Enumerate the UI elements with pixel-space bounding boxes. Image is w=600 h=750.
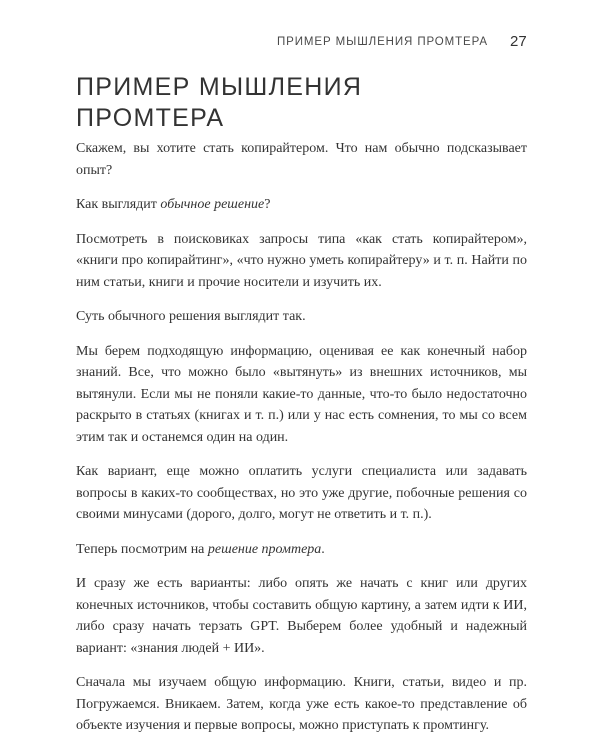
- paragraph-2-text: Как выглядит: [76, 197, 161, 212]
- paragraph-7: [76, 539, 527, 561]
- page-number: 27: [510, 33, 527, 50]
- paragraph-3: Посмотреть в поисковиках запросы типа «как стать копирайтером», «книги про копирайтинг», «что нужно уметь копирайтеру» и т. п. Найти по ним статьи, книги и прочие носители и изучить их.: [76, 231, 527, 290]
- chapter-title-line-2: ПРОМТЕРА: [76, 104, 225, 132]
- chapter-title: [76, 72, 476, 134]
- paragraph-8: И сразу же есть варианты: либо опять же начать с книг или других конечных источников, чтобы составить общую картину, а затем идти к ИИ, либо сразу начать терзать GPT. Выберем более удобный и надежный вариант: «знания людей + ИИ».: [76, 576, 527, 656]
- paragraph-7-text: Теперь посмотрим на: [76, 541, 208, 557]
- paragraph-1: Скажем, вы хотите стать копирайтером. Что нам обычно подсказывает опыт?: [76, 141, 527, 178]
- paragraph-4: Суть обычного решения выглядит так.: [76, 309, 306, 324]
- body-text: [76, 138, 527, 750]
- running-head: ПРИМЕР МЫШЛЕНИЯ ПРОМТЕРА: [277, 36, 488, 48]
- chapter-title-line-1: ПРИМЕР МЫШЛЕНИЯ: [76, 73, 363, 101]
- paragraph-2-end: ?: [264, 197, 271, 212]
- paragraph-6: Как вариант, еще можно оплатить услуги специалиста или задавать вопросы в каких-то сообществах, но это уже другие, побочные решения со своими минусами (дорого, долго, могут не ответить и т. п.).: [76, 464, 527, 522]
- paragraph-5: Мы берем подходящую информацию, оценивая ее как конечный набор знаний. Все, что можно было «вытянуть» из внешних источников, мы вытянули. Если мы не поняли какие-то данные, что-то было недостаточно раскрыто в статьях (книгах и т. п.) или у нас есть сомнения, то мы со всем этим так и останемся один на один.: [76, 343, 527, 445]
- paragraph-2: [76, 194, 527, 216]
- paragraph-9: Сначала мы изучаем общую информацию. Книги, статьи, видео и пр. Погружаемся. Вникаем. Затем, когда уже есть какое-то представление об объекте изучения и первые вопросы, можно приступать к промтингу.: [76, 675, 527, 733]
- paragraph-7-end: .: [321, 541, 325, 557]
- paragraph-2-emphasis: обычное решение: [160, 197, 265, 212]
- paragraph-7-emphasis: решение промтера: [207, 541, 322, 557]
